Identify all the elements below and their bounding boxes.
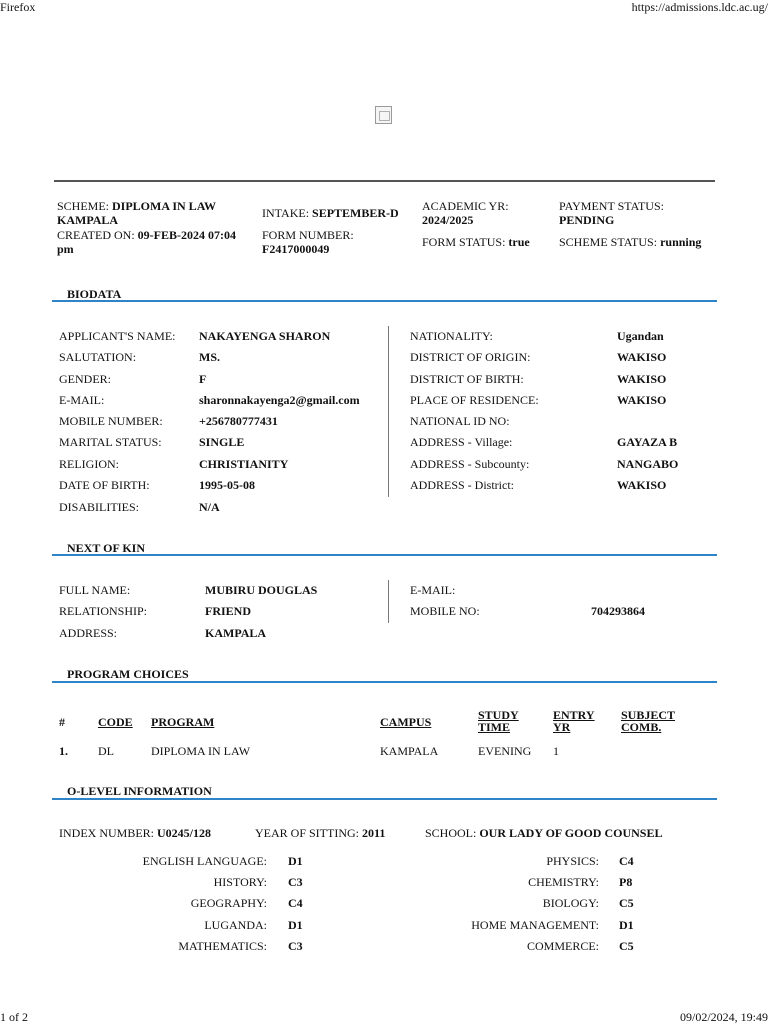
olevel-subject: MATHEMATICS:	[178, 939, 267, 953]
biodata-value: WAKISO	[617, 350, 667, 364]
next-of-kin-divider	[52, 554, 717, 556]
payment-status-label: PAYMENT STATUS:	[559, 199, 664, 213]
biodata-divider	[52, 300, 717, 302]
biodata-label: ADDRESS - District:	[410, 478, 515, 492]
kin-label: MOBILE NO:	[410, 604, 480, 618]
browser-app-name: Firefox	[0, 0, 36, 14]
biodata-label: RELIGION:	[59, 457, 119, 471]
page-indicator: 1 of 2	[0, 1010, 28, 1024]
olevel-subject: HOME MANAGEMENT:	[471, 918, 599, 932]
scheme-status-label: SCHEME STATUS:	[559, 235, 658, 249]
col-header-num: #	[59, 715, 65, 729]
year-of-sitting-field	[255, 826, 385, 841]
olevel-grade: D1	[288, 918, 303, 932]
biodata-label: SALUTATION:	[59, 350, 137, 364]
biodata-value: sharonnakayenga2@gmail.com	[199, 393, 360, 407]
kin-label: FULL NAME:	[59, 583, 131, 597]
biodata-label: DISABILITIES:	[59, 500, 139, 514]
kin-value: FRIEND	[205, 604, 252, 618]
biodata-label: ADDRESS - Village:	[410, 435, 513, 449]
biodata-label: PLACE OF RESIDENCE:	[410, 393, 539, 407]
academic-yr-field	[422, 199, 509, 227]
program-row-code: DL	[98, 744, 114, 758]
olevel-grade: P8	[619, 875, 633, 889]
col-header-entry-yr-line1: ENTRY	[553, 708, 595, 722]
biodata-value: NANGABO	[617, 457, 679, 471]
col-header-study-time-line2: TIME	[478, 720, 511, 734]
biodata-value: Ugandan	[617, 329, 664, 343]
biodata-label: APPLICANT'S NAME:	[59, 329, 176, 343]
index-number-label: INDEX NUMBER:	[59, 826, 154, 840]
print-header	[0, 0, 768, 14]
biodata-label: MOBILE NUMBER:	[59, 414, 163, 428]
biodata-value: +256780777431	[199, 414, 278, 428]
school-value: OUR LADY OF GOOD COUNSEL	[479, 826, 663, 840]
olevel-grade: C4	[619, 854, 634, 868]
year-of-sitting-label: YEAR OF SITTING:	[255, 826, 359, 840]
academic-yr-value: 2024/2025	[422, 213, 474, 227]
kin-column-divider	[388, 580, 389, 623]
biodata-value: 1995-05-08	[199, 478, 255, 492]
biodata-label: MARITAL STATUS:	[59, 435, 162, 449]
olevel-subject: ENGLISH LANGUAGE:	[142, 854, 267, 868]
school-field	[425, 826, 662, 841]
program-row-campus: KAMPALA	[380, 744, 439, 758]
olevel-subject: COMMERCE:	[526, 939, 599, 953]
biodata-column-divider	[388, 326, 389, 497]
col-header-program: PROGRAM	[151, 715, 215, 729]
program-choices-divider	[52, 681, 717, 683]
biodata-value: WAKISO	[617, 478, 667, 492]
year-of-sitting-value: 2011	[362, 826, 386, 840]
intake-field	[262, 206, 399, 220]
program-row-study-time: EVENING	[478, 744, 532, 758]
index-number-field	[59, 826, 211, 841]
form-number-label: FORM NUMBER:	[262, 228, 354, 242]
created-value-line2: pm	[57, 242, 74, 256]
form-number-value: F2417000049	[262, 242, 330, 256]
biodata-value: F	[199, 372, 207, 386]
biodata-value: WAKISO	[617, 372, 667, 386]
created-label: CREATED ON:	[57, 228, 135, 242]
biodata-value: GAYAZA B	[617, 435, 678, 449]
kin-label: RELATIONSHIP:	[59, 604, 148, 618]
biodata-label: DISTRICT OF ORIGIN:	[410, 350, 531, 364]
payment-status-field	[559, 199, 664, 227]
broken-image-icon	[375, 106, 392, 124]
header-divider	[54, 180, 715, 182]
scheme-value: DIPLOMA IN LAW	[112, 199, 217, 213]
scheme-field	[57, 199, 257, 227]
olevel-grade: D1	[619, 918, 634, 932]
olevel-subject: HISTORY:	[213, 875, 267, 889]
biodata-value: NAKAYENGA SHARON	[199, 329, 331, 343]
scheme-status-field	[559, 235, 701, 249]
form-status-label: FORM STATUS:	[422, 235, 506, 249]
form-number-field	[262, 228, 354, 256]
scheme-label: SCHEME:	[57, 199, 110, 213]
olevel-grade: C3	[288, 939, 303, 953]
col-header-study-time	[478, 709, 519, 733]
school-label: SCHOOL:	[425, 826, 477, 840]
biodata-value: N/A	[199, 500, 220, 514]
form-status-value: true	[508, 235, 530, 249]
biodata-label: NATIONAL ID NO:	[410, 414, 510, 428]
biodata-value: CHRISTIANITY	[199, 457, 289, 471]
program-row-num: 1.	[59, 744, 68, 758]
program-row-entry-yr: 1	[553, 744, 559, 758]
olevel-grade: C3	[288, 875, 303, 889]
olevel-grade: D1	[288, 854, 303, 868]
olevel-subject: GEOGRAPHY:	[190, 896, 267, 910]
biodata-value: MS.	[199, 350, 220, 364]
page-url[interactable]: https://admissions.ldc.ac.ug/	[631, 0, 768, 14]
kin-value: 704293864	[591, 604, 645, 618]
col-header-entry-yr-line2: YR	[553, 720, 571, 734]
col-header-study-time-line1: STUDY	[478, 708, 519, 722]
olevel-section-title: O-LEVEL INFORMATION	[67, 784, 212, 798]
biodata-label: E-MAIL:	[59, 393, 105, 407]
biodata-value: WAKISO	[617, 393, 667, 407]
scheme-value-line2: KAMPALA	[57, 213, 119, 227]
kin-label: ADDRESS:	[59, 626, 118, 640]
program-row-program: DIPLOMA IN LAW	[151, 744, 251, 758]
biodata-label: GENDER:	[59, 372, 111, 386]
created-on-field	[57, 228, 257, 256]
olevel-grade: C5	[619, 939, 634, 953]
kin-value: MUBIRU DOUGLAS	[205, 583, 318, 597]
olevel-subject: CHEMISTRY:	[528, 875, 599, 889]
olevel-subject: LUGANDA:	[204, 918, 267, 932]
print-datetime: 09/02/2024, 19:49	[679, 1010, 768, 1024]
intake-label: INTAKE:	[262, 206, 310, 220]
payment-status-value: PENDING	[559, 213, 615, 227]
kin-value: KAMPALA	[205, 626, 267, 640]
scheme-status-value: running	[660, 235, 702, 249]
olevel-grade: C5	[619, 896, 634, 910]
academic-yr-label: ACADEMIC YR:	[422, 199, 509, 213]
form-status-field	[422, 235, 530, 249]
col-header-subject-comb-line2: COMB.	[621, 720, 662, 734]
biodata-label: ADDRESS - Subcounty:	[410, 457, 530, 471]
col-header-campus: CAMPUS	[380, 715, 432, 729]
biodata-section-title: BIODATA	[67, 287, 122, 301]
col-header-entry-yr	[553, 709, 595, 733]
biodata-value: SINGLE	[199, 435, 245, 449]
olevel-subject: BIOLOGY:	[542, 896, 599, 910]
biodata-label: NATIONALITY:	[410, 329, 493, 343]
program-choices-section-title: PROGRAM CHOICES	[67, 667, 189, 681]
created-value: 09-FEB-2024 07:04	[137, 228, 236, 242]
olevel-grade: C4	[288, 896, 303, 910]
olevel-subject: PHYSICS:	[546, 854, 599, 868]
col-header-subject-comb-line1: SUBJECT	[621, 708, 676, 722]
biodata-label: DATE OF BIRTH:	[59, 478, 150, 492]
next-of-kin-section-title: NEXT OF KIN	[67, 541, 146, 555]
col-header-code: CODE	[98, 715, 133, 729]
index-number-value: U0245/128	[157, 826, 211, 840]
col-header-subject-comb	[621, 709, 675, 733]
biodata-label: DISTRICT OF BIRTH:	[410, 372, 524, 386]
kin-label: E-MAIL:	[410, 583, 456, 597]
olevel-divider	[52, 798, 717, 800]
intake-value: SEPTEMBER-D	[312, 206, 399, 220]
